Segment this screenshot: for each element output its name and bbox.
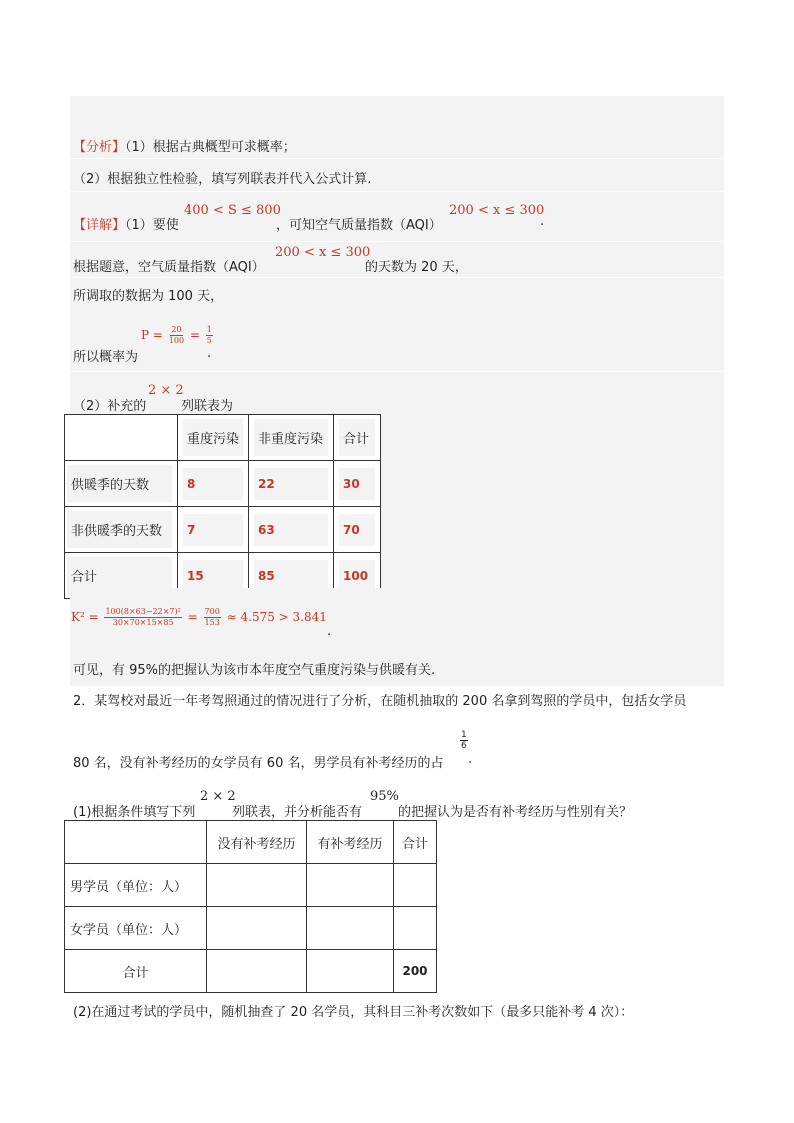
fraction-one-sixth: $\frac{1}{6}$ — [461, 730, 467, 751]
percent-95: 95% — [370, 789, 399, 804]
table-row — [65, 507, 381, 553]
table-cell — [207, 950, 307, 993]
analysis-line-2: （2）根据独立性检验，填写列联表并代入公式计算. — [73, 172, 372, 187]
table-cell — [65, 821, 207, 864]
probability-end: . — [207, 346, 212, 361]
table-row — [65, 864, 437, 907]
detail-line-1: 【详解】（1）要使 — [73, 218, 179, 233]
table-header: 合计 — [334, 415, 381, 461]
formula-x-range: 200 < x ≤ 300 — [449, 203, 545, 218]
table-cell — [394, 864, 437, 907]
table-cell — [207, 907, 307, 950]
table-header: 非重度污染 — [249, 415, 334, 461]
detail-line-1-end: . — [540, 214, 545, 229]
part2-end: 列联表为 — [181, 399, 234, 414]
question-1-mid: 列联表，并分析能否有 — [232, 805, 363, 820]
table-cell: 15 — [178, 553, 249, 599]
table-row — [65, 821, 437, 864]
analysis-tag: 【分析】 — [73, 140, 126, 155]
table-cell: 合计 — [65, 950, 207, 993]
table-cell: 70 — [334, 507, 381, 553]
table-header: 没有补考经历 — [207, 821, 307, 864]
question-1-text: (1)根据条件填写下列 — [73, 805, 196, 820]
formula-x-range-2: 200 < x ≤ 300 — [275, 245, 371, 260]
table-header: 合计 — [394, 821, 437, 864]
question-1-end: 的把握认为是否有补考经历与性别有关？ — [398, 805, 633, 820]
table-row — [65, 461, 381, 507]
probability-formula: P = $\frac{20}{100}$ = $\frac{1}{5}$ — [141, 325, 212, 345]
table-cell: 85 — [249, 553, 334, 599]
formula-s-range: 400 < S ≤ 800 — [184, 203, 281, 218]
table-cell: 8 — [178, 461, 249, 507]
detail-tag: 【详解】 — [73, 218, 126, 233]
detail-line-2: 根据题意，空气质量指数（AQI） — [73, 260, 265, 275]
table-cell: 合计 — [65, 553, 178, 599]
table-row — [65, 950, 437, 993]
k-formula-end: . — [327, 624, 332, 639]
problem2-line-2-end: . — [468, 752, 473, 767]
problem2-line-1: 2．某驾校对最近一年考驾照通过的情况进行了分析，在随机抽取的 200 名拿到驾照的学员中，包括女学员 — [73, 694, 687, 709]
probability-text: 所以概率为 — [73, 350, 139, 365]
table-cell — [65, 415, 178, 461]
contingency-table-2 — [64, 820, 437, 993]
detail-line-3: 所调取的数据为 100 天， — [73, 289, 224, 304]
detail-line-2-end: 的天数为 20 天， — [365, 260, 468, 275]
table-cell — [307, 950, 394, 993]
table-cell: 7 — [178, 507, 249, 553]
formula-2x2-q1: 2 × 2 — [200, 789, 236, 804]
table-cell: 男学员（单位：人） — [65, 864, 207, 907]
table-cell: 供暖季的天数 — [65, 461, 178, 507]
problem2-line-2: 80 名，没有补考经历的女学员有 60 名，男学员有补考经历的占 — [73, 756, 444, 771]
table-cell — [307, 864, 394, 907]
table-cell: 63 — [249, 507, 334, 553]
table-cell: 100 — [334, 553, 381, 599]
table-cell: 200 — [394, 950, 437, 993]
table-cell: 女学员（单位：人） — [65, 907, 207, 950]
part2-text: （2）补充的 — [73, 399, 147, 414]
k-squared-formula: K² = $\frac{\text{100(8×63−22×7)²}}{30\times 70\times 15\times 85}$ = $\frac{700}{153}$ ≈ 4.575 > 3.841 — [71, 607, 327, 627]
detail-line-1-mid: ，可知空气质量指数（AQI） — [276, 218, 442, 233]
table-cell: 30 — [334, 461, 381, 507]
table-cell: 非供暖季的天数 — [65, 507, 178, 553]
table-cell — [207, 864, 307, 907]
table-cell: 22 — [249, 461, 334, 507]
formula-2x2: 2 × 2 — [148, 383, 184, 398]
contingency-table-1 — [64, 414, 381, 599]
table-row — [65, 907, 437, 950]
table-cell — [307, 907, 394, 950]
table-row — [65, 415, 381, 461]
analysis-line-1: 【分析】（1）根据古典概型可求概率； — [73, 140, 296, 155]
table-cell — [394, 907, 437, 950]
table-header: 重度污染 — [178, 415, 249, 461]
table-header: 有补考经历 — [307, 821, 394, 864]
conclusion-text: 可见，有 95%的把握认为该市本年度空气重度污染与供暖有关. — [73, 663, 436, 678]
question-2-text: (2)在通过考试的学员中，随机抽查了 20 名学员，其科目三补考次数如下（最多只能补考 4 次）： — [73, 1005, 634, 1020]
